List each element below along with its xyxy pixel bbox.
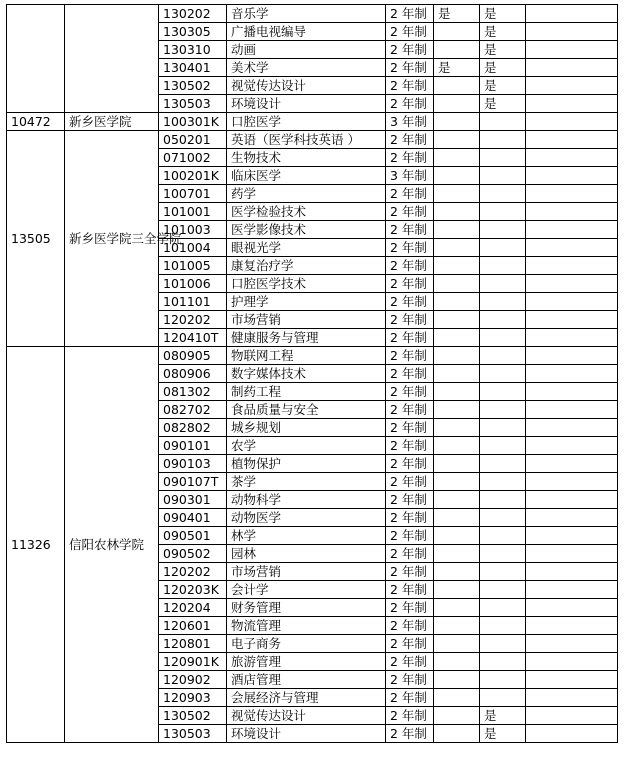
- flag-cell-a: [434, 77, 480, 95]
- flag-cell-b: 是: [480, 41, 526, 59]
- major-name-cell: 医学检验技术: [227, 203, 386, 221]
- flag-cell-a: 是: [434, 59, 480, 77]
- major-name-cell: 动物科学: [227, 491, 386, 509]
- flag-cell-b: [480, 437, 526, 455]
- flag-cell-b: [480, 203, 526, 221]
- flag-cell-b: [480, 275, 526, 293]
- school-code: [7, 5, 65, 113]
- major-code-cell: 120601: [159, 617, 227, 635]
- flag-cell-b: [480, 635, 526, 653]
- flag-cell-b: 是: [480, 707, 526, 725]
- flag-cell-b: [480, 365, 526, 383]
- empty-cell: [526, 581, 618, 599]
- majors-table-body: [7, 5, 618, 743]
- school-name: [65, 5, 159, 113]
- flag-cell-a: [434, 383, 480, 401]
- flag-cell-a: 是: [434, 5, 480, 23]
- flag-cell-a: [434, 113, 480, 131]
- empty-cell: [526, 77, 618, 95]
- empty-cell: [526, 671, 618, 689]
- flag-cell-b: 是: [480, 59, 526, 77]
- duration-cell: 2 年制: [386, 455, 434, 473]
- empty-cell: [526, 221, 618, 239]
- flag-cell-a: [434, 257, 480, 275]
- duration-cell: 2 年制: [386, 41, 434, 59]
- major-code-cell: 090103: [159, 455, 227, 473]
- empty-cell: [526, 599, 618, 617]
- major-code-cell: 050201: [159, 131, 227, 149]
- flag-cell-b: [480, 689, 526, 707]
- major-code-cell: 130502: [159, 707, 227, 725]
- flag-cell-b: [480, 239, 526, 257]
- major-code-cell: 120903: [159, 689, 227, 707]
- flag-cell-b: [480, 419, 526, 437]
- flag-cell-b: [480, 473, 526, 491]
- empty-cell: [526, 383, 618, 401]
- duration-cell: 2 年制: [386, 725, 434, 743]
- flag-cell-a: [434, 239, 480, 257]
- duration-cell: 2 年制: [386, 59, 434, 77]
- flag-cell-b: 是: [480, 5, 526, 23]
- empty-cell: [526, 347, 618, 365]
- flag-cell-b: [480, 149, 526, 167]
- duration-cell: 2 年制: [386, 185, 434, 203]
- empty-cell: [526, 275, 618, 293]
- flag-cell-a: [434, 329, 480, 347]
- duration-cell: 2 年制: [386, 527, 434, 545]
- flag-cell-a: [434, 95, 480, 113]
- empty-cell: [526, 239, 618, 257]
- empty-cell: [526, 509, 618, 527]
- major-code-cell: 120902: [159, 671, 227, 689]
- duration-cell: 2 年制: [386, 617, 434, 635]
- major-name-cell: 临床医学: [227, 167, 386, 185]
- empty-cell: [526, 653, 618, 671]
- major-code-cell: 101001: [159, 203, 227, 221]
- major-code-cell: 090101: [159, 437, 227, 455]
- flag-cell-a: [434, 509, 480, 527]
- empty-cell: [526, 635, 618, 653]
- major-name-cell: 环境设计: [227, 95, 386, 113]
- major-name-cell: 物联网工程: [227, 347, 386, 365]
- major-name-cell: 酒店管理: [227, 671, 386, 689]
- empty-cell: [526, 419, 618, 437]
- duration-cell: 2 年制: [386, 275, 434, 293]
- table-row: [7, 5, 618, 23]
- major-name-cell: 口腔医学: [227, 113, 386, 131]
- flag-cell-b: [480, 257, 526, 275]
- major-code-cell: 130502: [159, 77, 227, 95]
- duration-cell: 2 年制: [386, 95, 434, 113]
- flag-cell-a: [434, 599, 480, 617]
- flag-cell-b: [480, 311, 526, 329]
- duration-cell: 2 年制: [386, 293, 434, 311]
- major-code-cell: 082702: [159, 401, 227, 419]
- duration-cell: 2 年制: [386, 545, 434, 563]
- flag-cell-b: [480, 347, 526, 365]
- school-name: 信阳农林学院: [65, 347, 159, 743]
- duration-cell: 2 年制: [386, 635, 434, 653]
- flag-cell-b: 是: [480, 77, 526, 95]
- flag-cell-b: [480, 329, 526, 347]
- duration-cell: 2 年制: [386, 77, 434, 95]
- flag-cell-a: [434, 419, 480, 437]
- flag-cell-a: [434, 401, 480, 419]
- duration-cell: 2 年制: [386, 563, 434, 581]
- major-name-cell: 城乡规划: [227, 419, 386, 437]
- empty-cell: [526, 563, 618, 581]
- duration-cell: 2 年制: [386, 311, 434, 329]
- flag-cell-a: [434, 203, 480, 221]
- empty-cell: [526, 329, 618, 347]
- empty-cell: [526, 365, 618, 383]
- major-code-cell: 090401: [159, 509, 227, 527]
- empty-cell: [526, 23, 618, 41]
- flag-cell-b: [480, 167, 526, 185]
- major-name-cell: 会计学: [227, 581, 386, 599]
- duration-cell: 2 年制: [386, 203, 434, 221]
- flag-cell-a: [434, 185, 480, 203]
- flag-cell-a: [434, 131, 480, 149]
- major-code-cell: 130503: [159, 725, 227, 743]
- major-name-cell: 广播电视编导: [227, 23, 386, 41]
- flag-cell-b: [480, 599, 526, 617]
- empty-cell: [526, 689, 618, 707]
- major-name-cell: 旅游管理: [227, 653, 386, 671]
- major-name-cell: 英语（医学科技英语 ）: [227, 131, 386, 149]
- flag-cell-a: [434, 545, 480, 563]
- flag-cell-a: [434, 275, 480, 293]
- empty-cell: [526, 311, 618, 329]
- major-name-cell: 眼视光学: [227, 239, 386, 257]
- school-name: 新乡医学院: [65, 113, 159, 131]
- major-code-cell: 130310: [159, 41, 227, 59]
- flag-cell-b: [480, 455, 526, 473]
- flag-cell-a: [434, 311, 480, 329]
- major-code-cell: 081302: [159, 383, 227, 401]
- duration-cell: 2 年制: [386, 599, 434, 617]
- duration-cell: 2 年制: [386, 365, 434, 383]
- flag-cell-a: [434, 455, 480, 473]
- major-name-cell: 园林: [227, 545, 386, 563]
- flag-cell-a: [434, 23, 480, 41]
- duration-cell: 2 年制: [386, 221, 434, 239]
- school-code: 10472: [7, 113, 65, 131]
- duration-cell: 2 年制: [386, 149, 434, 167]
- school-code: 13505: [7, 131, 65, 347]
- empty-cell: [526, 725, 618, 743]
- flag-cell-b: [480, 293, 526, 311]
- table-row: [7, 131, 618, 149]
- major-code-cell: 071002: [159, 149, 227, 167]
- flag-cell-b: [480, 581, 526, 599]
- empty-cell: [526, 5, 618, 23]
- duration-cell: 2 年制: [386, 383, 434, 401]
- flag-cell-b: [480, 617, 526, 635]
- school-name: 新乡医学院三全学院: [65, 131, 159, 347]
- flag-cell-a: [434, 491, 480, 509]
- duration-cell: 2 年制: [386, 671, 434, 689]
- major-name-cell: 林学: [227, 527, 386, 545]
- major-name-cell: 动物医学: [227, 509, 386, 527]
- major-code-cell: 120801: [159, 635, 227, 653]
- duration-cell: 2 年制: [386, 653, 434, 671]
- major-code-cell: 130503: [159, 95, 227, 113]
- major-name-cell: 药学: [227, 185, 386, 203]
- empty-cell: [526, 41, 618, 59]
- major-name-cell: 健康服务与管理: [227, 329, 386, 347]
- flag-cell-a: [434, 725, 480, 743]
- major-name-cell: 音乐学: [227, 5, 386, 23]
- major-code-cell: 130202: [159, 5, 227, 23]
- major-name-cell: 环境设计: [227, 725, 386, 743]
- major-name-cell: 会展经济与管理: [227, 689, 386, 707]
- flag-cell-a: [434, 347, 480, 365]
- flag-cell-b: [480, 653, 526, 671]
- duration-cell: 2 年制: [386, 509, 434, 527]
- major-name-cell: 康复治疗学: [227, 257, 386, 275]
- flag-cell-a: [434, 365, 480, 383]
- major-name-cell: 数字媒体技术: [227, 365, 386, 383]
- duration-cell: 2 年制: [386, 581, 434, 599]
- major-name-cell: 视觉传达设计: [227, 77, 386, 95]
- flag-cell-b: [480, 185, 526, 203]
- duration-cell: 2 年制: [386, 689, 434, 707]
- major-code-cell: 082802: [159, 419, 227, 437]
- major-code-cell: 080905: [159, 347, 227, 365]
- major-code-cell: 130305: [159, 23, 227, 41]
- flag-cell-b: 是: [480, 23, 526, 41]
- major-name-cell: 茶学: [227, 473, 386, 491]
- major-code-cell: 120901K: [159, 653, 227, 671]
- duration-cell: 2 年制: [386, 437, 434, 455]
- flag-cell-b: [480, 401, 526, 419]
- empty-cell: [526, 257, 618, 275]
- major-name-cell: 生物技术: [227, 149, 386, 167]
- major-code-cell: 090107T: [159, 473, 227, 491]
- flag-cell-b: [480, 491, 526, 509]
- flag-cell-b: 是: [480, 95, 526, 113]
- empty-cell: [526, 545, 618, 563]
- major-name-cell: 食品质量与安全: [227, 401, 386, 419]
- flag-cell-a: [434, 689, 480, 707]
- major-code-cell: 120202: [159, 563, 227, 581]
- empty-cell: [526, 707, 618, 725]
- major-code-cell: 080906: [159, 365, 227, 383]
- flag-cell-a: [434, 167, 480, 185]
- major-name-cell: 制药工程: [227, 383, 386, 401]
- major-name-cell: 植物保护: [227, 455, 386, 473]
- empty-cell: [526, 617, 618, 635]
- major-name-cell: 护理学: [227, 293, 386, 311]
- major-code-cell: 130401: [159, 59, 227, 77]
- duration-cell: 2 年制: [386, 23, 434, 41]
- major-code-cell: 101005: [159, 257, 227, 275]
- empty-cell: [526, 131, 618, 149]
- flag-cell-a: [434, 221, 480, 239]
- major-code-cell: 120202: [159, 311, 227, 329]
- flag-cell-a: [434, 653, 480, 671]
- empty-cell: [526, 437, 618, 455]
- empty-cell: [526, 113, 618, 131]
- flag-cell-a: [434, 635, 480, 653]
- flag-cell-a: [434, 617, 480, 635]
- major-name-cell: 市场营销: [227, 311, 386, 329]
- flag-cell-b: 是: [480, 725, 526, 743]
- school-code: 11326: [7, 347, 65, 743]
- major-name-cell: 医学影像技术: [227, 221, 386, 239]
- flag-cell-a: [434, 293, 480, 311]
- flag-cell-b: [480, 671, 526, 689]
- flag-cell-a: [434, 41, 480, 59]
- major-name-cell: 动画: [227, 41, 386, 59]
- flag-cell-b: [480, 383, 526, 401]
- major-name-cell: 物流管理: [227, 617, 386, 635]
- empty-cell: [526, 203, 618, 221]
- empty-cell: [526, 527, 618, 545]
- duration-cell: 2 年制: [386, 347, 434, 365]
- duration-cell: 2 年制: [386, 401, 434, 419]
- flag-cell-a: [434, 671, 480, 689]
- major-code-cell: 101004: [159, 239, 227, 257]
- flag-cell-a: [434, 473, 480, 491]
- major-code-cell: 120410T: [159, 329, 227, 347]
- empty-cell: [526, 185, 618, 203]
- flag-cell-b: [480, 113, 526, 131]
- empty-cell: [526, 149, 618, 167]
- flag-cell-a: [434, 437, 480, 455]
- major-name-cell: 口腔医学技术: [227, 275, 386, 293]
- empty-cell: [526, 167, 618, 185]
- flag-cell-a: [434, 563, 480, 581]
- flag-cell-a: [434, 149, 480, 167]
- table-row: [7, 347, 618, 365]
- duration-cell: 2 年制: [386, 131, 434, 149]
- major-name-cell: 电子商务: [227, 635, 386, 653]
- empty-cell: [526, 455, 618, 473]
- flag-cell-a: [434, 527, 480, 545]
- major-code-cell: 100201K: [159, 167, 227, 185]
- flag-cell-a: [434, 707, 480, 725]
- major-code-cell: 100701: [159, 185, 227, 203]
- major-code-cell: 120203K: [159, 581, 227, 599]
- table-row: [7, 113, 618, 131]
- major-code-cell: 101006: [159, 275, 227, 293]
- major-name-cell: 视觉传达设计: [227, 707, 386, 725]
- empty-cell: [526, 95, 618, 113]
- major-code-cell: 101003: [159, 221, 227, 239]
- major-code-cell: 090502: [159, 545, 227, 563]
- flag-cell-b: [480, 509, 526, 527]
- duration-cell: 2 年制: [386, 707, 434, 725]
- duration-cell: 2 年制: [386, 473, 434, 491]
- flag-cell-b: [480, 563, 526, 581]
- flag-cell-a: [434, 581, 480, 599]
- empty-cell: [526, 473, 618, 491]
- major-code-cell: 100301K: [159, 113, 227, 131]
- empty-cell: [526, 401, 618, 419]
- majors-table: [6, 4, 618, 743]
- major-code-cell: 120204: [159, 599, 227, 617]
- duration-cell: 3 年制: [386, 167, 434, 185]
- major-name-cell: 美术学: [227, 59, 386, 77]
- duration-cell: 2 年制: [386, 419, 434, 437]
- duration-cell: 3 年制: [386, 113, 434, 131]
- empty-cell: [526, 293, 618, 311]
- duration-cell: 2 年制: [386, 239, 434, 257]
- flag-cell-b: [480, 527, 526, 545]
- flag-cell-b: [480, 545, 526, 563]
- duration-cell: 2 年制: [386, 491, 434, 509]
- empty-cell: [526, 59, 618, 77]
- major-code-cell: 101101: [159, 293, 227, 311]
- duration-cell: 2 年制: [386, 5, 434, 23]
- major-code-cell: 090501: [159, 527, 227, 545]
- duration-cell: 2 年制: [386, 257, 434, 275]
- duration-cell: 2 年制: [386, 329, 434, 347]
- flag-cell-b: [480, 131, 526, 149]
- major-code-cell: 090301: [159, 491, 227, 509]
- empty-cell: [526, 491, 618, 509]
- major-name-cell: 财务管理: [227, 599, 386, 617]
- major-name-cell: 农学: [227, 437, 386, 455]
- major-name-cell: 市场营销: [227, 563, 386, 581]
- flag-cell-b: [480, 221, 526, 239]
